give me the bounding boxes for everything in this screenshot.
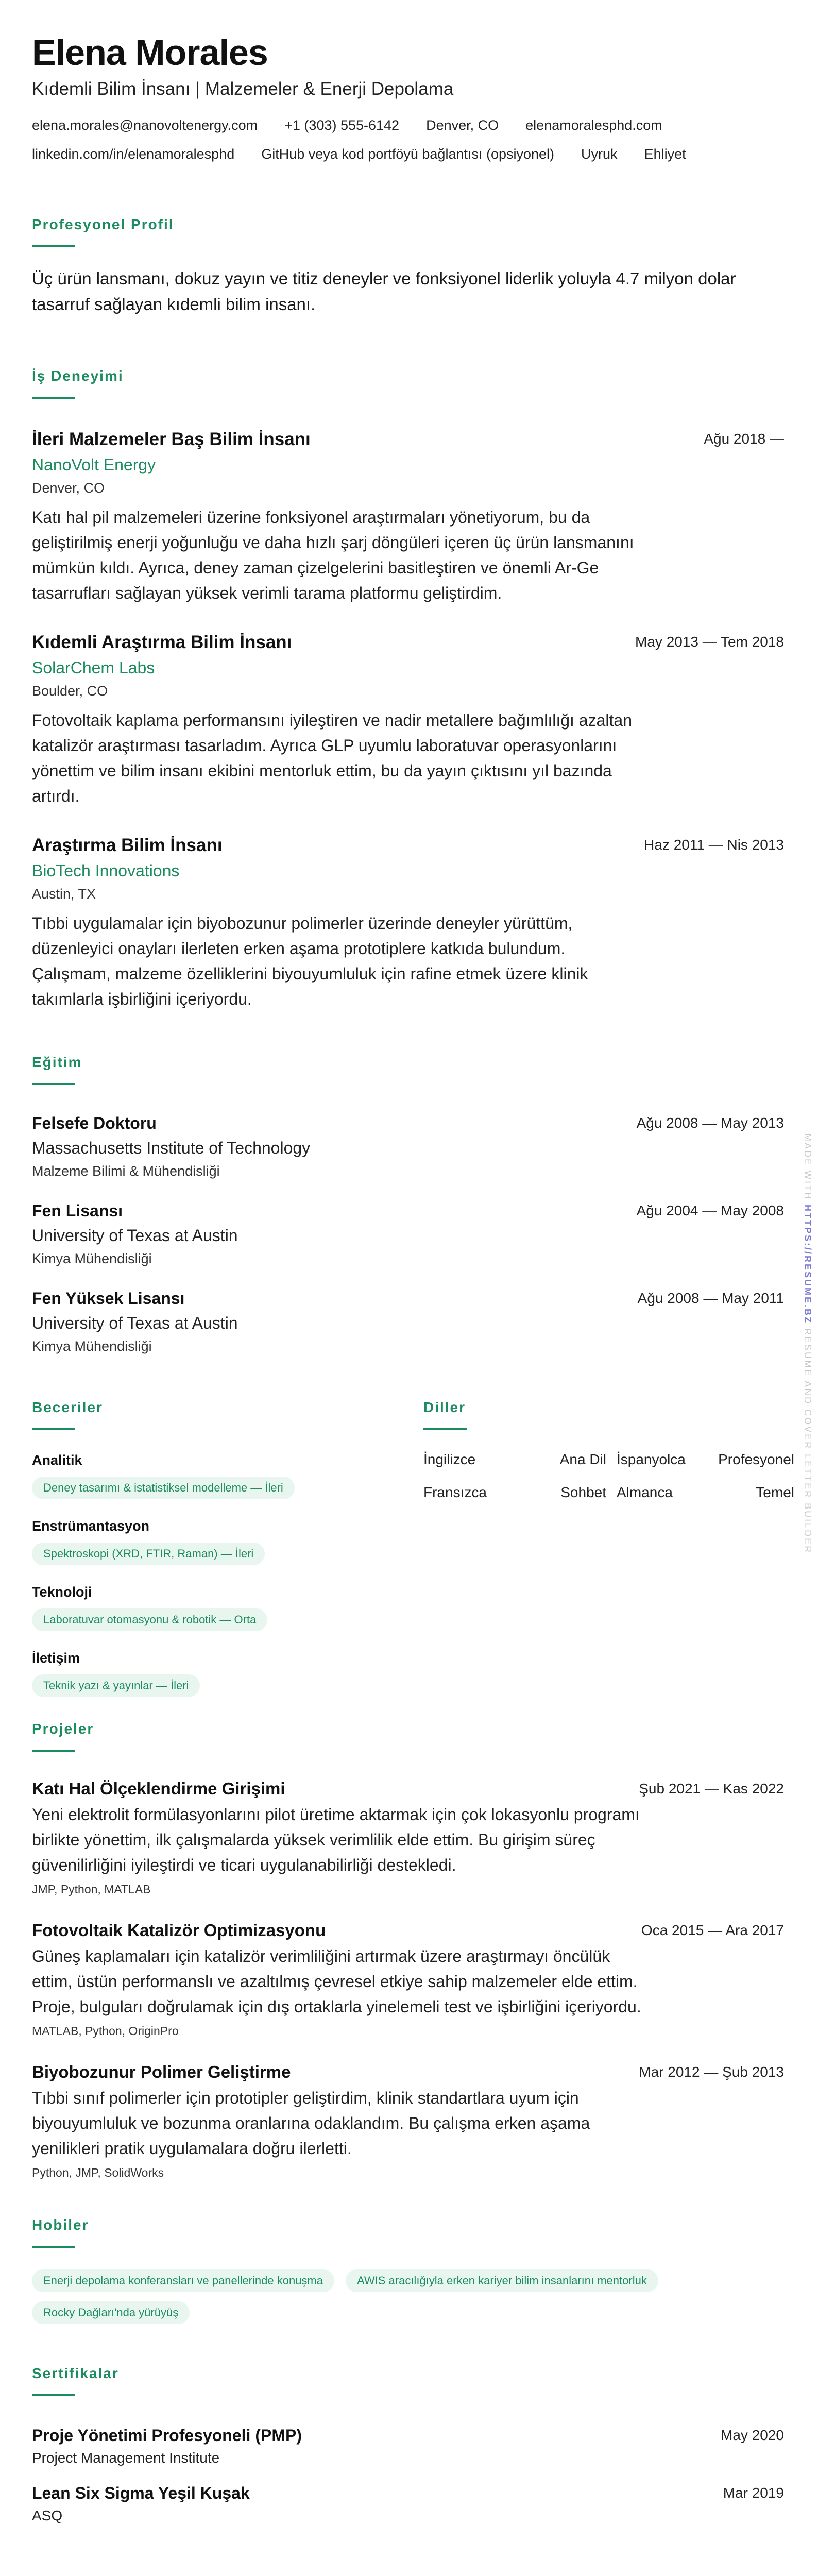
experience-section [32,367,784,1012]
project-date: Şub 2021 — Kas 2022 [639,1781,784,1797]
job-date: May 2013 — Tem 2018 [635,634,784,650]
projects-section [32,1720,784,2181]
project-title: Katı Hal Ölçeklendirme Girişimi [32,1779,285,1798]
project-title: Fotovoltaik Katalizör Optimizasyonu [32,1921,326,1940]
resume-header [32,31,784,164]
contact-license: Ehliyet [644,146,686,162]
contact-location: Denver, CO [426,117,499,133]
section-divider [32,245,75,247]
section-heading: Hobiler [32,2217,89,2233]
contact-row [32,115,784,135]
section-divider [32,2394,75,2396]
certifications-section [32,2364,784,2526]
watermark-link[interactable]: HTTPS://RESUME.BZ [803,1205,813,1325]
skill-item [32,1583,403,1631]
watermark-text [802,1133,813,1554]
certification-date: Mar 2019 [723,2485,784,2501]
school-name: Massachusetts Institute of Technology [32,1139,311,1157]
contact-linkedin[interactable]: linkedin.com/in/elenamoralesphd [32,146,235,162]
certification-issuer: Project Management Institute [32,2450,220,2466]
degree-title: Fen Lisansı [32,1201,123,1220]
contact-info [32,115,784,164]
language-name: Almanca [617,1484,673,1500]
section-heading: Profesyonel Profil [32,216,174,232]
certification-title: Proje Yönetimi Profesyoneli (PMP) [32,2426,302,2445]
project-date: Oca 2015 — Ara 2017 [641,1922,784,1938]
hobby-chip: Enerji depolama konferansları ve panellerinde konuşma [32,2269,334,2292]
hobbies-section [32,2216,784,2324]
skills-languages-section [32,1398,794,1692]
section-heading: İş Deneyimi [32,368,124,384]
certification-title: Lean Six Sigma Yeşil Kuşak [32,2484,250,2502]
degree-title: Fen Yüksek Lisansı [32,1289,185,1308]
study-field: Malzeme Bilimi & Mühendisliği [32,1163,220,1179]
skill-chip: Deney tasarımı & istatistiksel modelleme — İleri [32,1477,295,1499]
section-divider [32,1083,75,1085]
project-date: Mar 2012 — Şub 2013 [639,2064,784,2080]
experience-item [32,428,784,606]
project-tools: Python, JMP, SolidWorks [32,2166,164,2179]
hobby-chip: Rocky Dağları'nda yürüyüş [32,2301,190,2324]
job-title: Araştırma Bilim İnsanı [32,835,223,855]
section-divider [32,1750,75,1752]
section-heading: Diller [423,1399,466,1415]
experience-item [32,631,784,809]
study-field: Kimya Mühendisliği [32,1338,152,1354]
job-location: Austin, TX [32,886,96,902]
degree-title: Felsefe Doktoru [32,1114,157,1132]
education-item [32,1112,784,1181]
section-divider [32,397,75,399]
skill-item [32,1649,403,1697]
certification-issuer: ASQ [32,2507,63,2523]
project-item [32,1919,784,2039]
contact-website[interactable]: elenamoralesphd.com [525,117,662,133]
project-description: Yeni elektrolit formülasyonlarını pilot üretime aktarmak için çok lokasyonlu programı birlikte yönettim, ilk çalışmalarda yüksek verimlilik elde ettim. Bu girişim süreç güvenilirliğini iyileştirdi ve ticari uygulanabilirliği destekledi. [32,1805,640,1874]
skill-name: Teknoloji [32,1584,92,1600]
contact-email[interactable]: elena.morales@nanovoltenergy.com [32,117,258,133]
contact-nationality: Uyruk [581,146,618,162]
project-description: Tıbbi sınıf polimerler için prototipler geliştirdim, klinik standartlara uyum için biyouyumluluk ve bozunma oranlarına odaklandım. Bu çalışma erken aşama yenilikleri pratik uygulamalara doğru ilerletti. [32,2089,590,2158]
job-location: Boulder, CO [32,683,108,699]
company-name: BioTech Innovations [32,861,180,880]
job-description: Katı hal pil malzemeleri üzerine fonksiyonel araştırmaları yönetiyorum, bu da geliştirilmiş enerji yoğunluğu ve daha hızlı şarj döngüleri içeren üç ürün lansmanını mümkün kıldı. Ayrıca, deney zaman çizelgelerini basitleştiren ve önemli Ar-Ge tasarrufları sağlayan yüksek verimli tarama platformu geliştirdim. [32,508,634,602]
job-location: Denver, CO [32,480,105,496]
project-tools: JMP, Python, MATLAB [32,1883,151,1896]
education-date: Ağu 2008 — May 2013 [636,1115,784,1131]
certification-item [32,2482,784,2526]
builder-watermark [802,1133,814,1556]
languages-column [423,1398,794,1502]
skill-item [32,1517,403,1565]
section-heading: Beceriler [32,1399,103,1415]
section-divider [32,2246,75,2248]
company-name: SolarChem Labs [32,658,155,677]
profile-summary: Üç ürün lansmanı, dokuz yayın ve titiz deneyler ve fonksiyonel liderlik yoluyla 4.7 milyon dolar tasarruf sağlayan kıdemli bilim insanı. [32,269,736,314]
watermark-suffix: RESUME AND COVER LETTER BUILDER [803,1328,813,1554]
education-item [32,1287,784,1356]
job-title: İleri Malzemeler Baş Bilim İnsanı [32,429,311,449]
language-name: İngilizce [423,1451,476,1467]
school-name: University of Texas at Austin [32,1314,238,1332]
job-title: Kıdemli Araştırma Bilim İnsanı [32,632,292,652]
skills-column [32,1398,403,1697]
skill-chip: Teknik yazı & yayınlar — İleri [32,1674,200,1697]
experience-item [32,834,784,1012]
job-description: Tıbbi uygulamalar için biyobozunur polimerler üzerinde deneyler yürüttüm, düzenleyici onayları ilerleten erken aşama prototiplere katkıda bulundum. Çalışmam, malzeme özelliklerini biyouyumluluk için rafine etmek üzere klinik takımlarla işbirliğini içeriyordu. [32,914,588,1008]
contact-github[interactable]: GitHub veya kod portföyü bağlantısı (opsiyonel) [261,146,555,162]
project-item [32,2061,784,2181]
study-field: Kimya Mühendisliği [32,1251,152,1266]
company-name: NanoVolt Energy [32,455,156,474]
language-list [423,1450,794,1502]
project-tools: MATLAB, Python, OriginPro [32,2024,179,2038]
language-level: Sohbet [560,1484,606,1500]
section-heading: Sertifikalar [32,2365,119,2381]
education-section [32,1053,784,1356]
hobby-list [32,2269,784,2324]
contact-phone[interactable]: +1 (303) 555-6142 [284,117,400,133]
language-level: Temel [756,1484,794,1500]
resume-page [32,31,794,2526]
certification-date: May 2020 [721,2427,784,2443]
project-title: Biyobozunur Polimer Geliştirme [32,2062,291,2081]
job-date: Haz 2011 — Nis 2013 [644,837,784,853]
education-date: Ağu 2008 — May 2011 [637,1290,784,1306]
skill-name: İletişim [32,1650,80,1666]
skill-chip: Spektroskopi (XRD, FTIR, Raman) — İleri [32,1543,265,1565]
skill-chip: Laboratuvar otomasyonu & robotik — Orta [32,1608,267,1631]
person-name: Elena Morales [32,32,268,73]
person-title: Kıdemli Bilim İnsanı | Malzemeler & Enerji Depolama [32,79,454,99]
hobby-chip: AWIS aracılığıyla erken kariyer bilim insanlarını mentorluk [346,2269,658,2292]
language-level: Profesyonel [718,1451,794,1467]
section-divider [32,1428,75,1430]
language-name: Fransızca [423,1484,487,1500]
project-item [32,1777,784,1897]
certification-item [32,2424,784,2468]
section-heading: Eğitim [32,1054,82,1070]
skill-name: Enstrümantasyon [32,1518,150,1534]
section-divider [423,1428,467,1430]
language-name: İspanyolca [617,1451,686,1467]
watermark-prefix: MADE WITH [803,1133,813,1200]
job-date: Ağu 2018 — [704,431,784,447]
job-description: Fotovoltaik kaplama performansını iyileştiren ve nadir metallere bağımlılığı azaltan katalizör araştırması tasarladım. Ayrıca GLP uyumlu laboratuvar operasyonlarını yönettim ve bilim insanı ekibini mentorluk ettim, bu da yayın çıktısını yıl bazında artırdı. [32,711,632,805]
section-heading: Projeler [32,1721,94,1737]
school-name: University of Texas at Austin [32,1226,238,1245]
contact-row [32,144,784,164]
skill-name: Analitik [32,1452,82,1468]
education-item [32,1199,784,1268]
project-description: Güneş kaplamaları için katalizör verimliliğini artırmak üzere araştırmayı öncülük ettim, üstün performanslı ve azaltılmış çevresel etkiye sahip malzemeler elde ettim. Proje, bulguları doğrulamak için dış ortaklarla yinelemeli test ve işbirliğini içeriyordu. [32,1947,641,2016]
education-date: Ağu 2004 — May 2008 [636,1202,784,1218]
language-level: Ana Dil [559,1451,606,1467]
profile-section [32,215,784,317]
skill-item [32,1451,403,1499]
